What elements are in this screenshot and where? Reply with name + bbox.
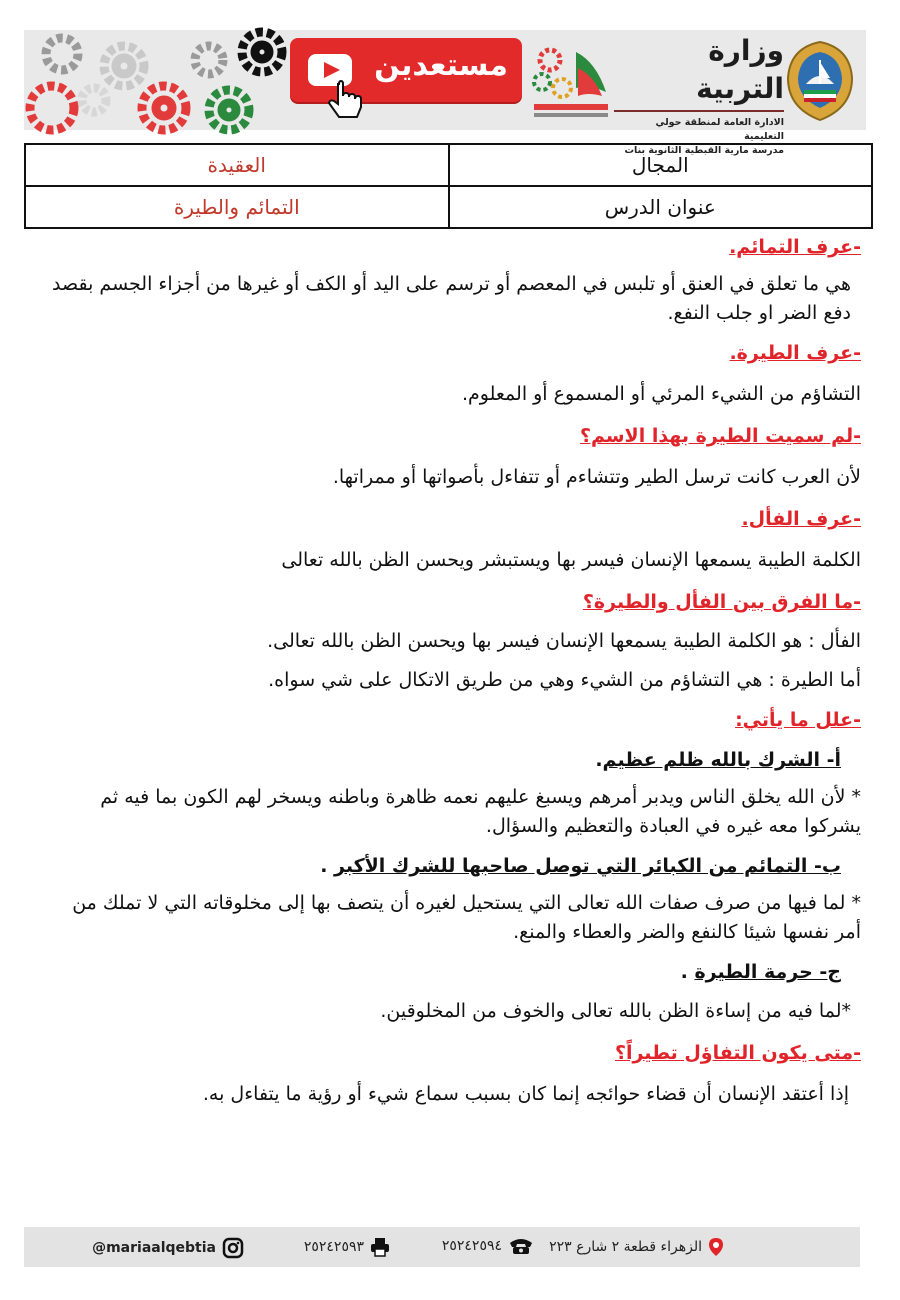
answer-text: الفأل : هو الكلمة الطيبة يسمعها الإنسان فيسر بها ويحسن الظن بالله تعالى. [267, 630, 861, 652]
footer-address [549, 1237, 724, 1257]
address-text: الزهراء قطعة ٢ شارع ٢٢٣ [549, 1239, 702, 1255]
footer-phone [442, 1237, 534, 1255]
question-heading: -ما الفرق بين الفأل والطيرة؟ [582, 591, 861, 613]
sub-question-title: أ- الشرك بالله ظلم عظيم [602, 749, 841, 771]
phone-number[interactable]: ٢٥٢٤٢٥٩٤ [441, 1238, 502, 1254]
ministry-title: وزارة التربية [696, 34, 784, 105]
question-heading: -لم سميت الطيرة بهذا الاسم؟ [579, 425, 861, 447]
field-label: المجال [449, 144, 873, 186]
table-row [25, 186, 872, 228]
question-heading: -علل ما يأتي: [735, 709, 861, 731]
ministry-header [614, 32, 784, 156]
question-heading: -عرف الفأل. [741, 508, 861, 530]
gears-decoration-icon [24, 30, 282, 130]
school-name: مدرسة مارية القبطية الثانوية بنات [624, 145, 784, 156]
ministry-divider [614, 110, 784, 112]
phone-icon [508, 1237, 534, 1255]
lesson-info-table [24, 143, 873, 229]
answer-text: إذا أعتقد الإنسان أن قضاء حوائجه إنما كان بسبب سماع شيء أو رؤية ما يتفاءل به. [202, 1083, 849, 1105]
sub-question [48, 851, 861, 881]
location-pin-icon [708, 1237, 724, 1257]
answer-text: التشاؤم من الشيء المرئي أو المسموع أو المعلوم. [461, 383, 861, 405]
district-name: الادارة العامة لمنطقة حولي التعليمية [655, 117, 784, 142]
instagram-handle[interactable]: @mariaalqebtia [92, 1240, 216, 1256]
lesson-title-value: التمائم والطيرة [25, 186, 449, 228]
question-heading: -متى يكون التفاؤل تطيراً؟ [614, 1042, 861, 1064]
sub-question-tail: . [595, 749, 603, 771]
youtube-label: مستعدين [374, 48, 508, 83]
table-row [25, 144, 872, 186]
sub-question-title: ب- التمائم من الكبائر التي توصل صاحبها للشرك الأكبر [334, 855, 841, 877]
sub-question [48, 957, 861, 987]
question-heading: -عرف التمائم. [729, 236, 861, 258]
sub-question-tail: . [320, 855, 335, 877]
fax-number[interactable]: ٢٥٢٤٢٥٩٣ [303, 1239, 364, 1255]
field-value: العقيدة [25, 144, 449, 186]
lesson-title-label: عنوان الدرس [449, 186, 873, 228]
question-heading: -عرف الطيرة. [729, 342, 861, 364]
sub-question [48, 745, 861, 775]
answer-text: الكلمة الطيبة يسمعها الإنسان فيسر بها ويستبشر ويحسن الظن بالله تعالى [281, 549, 861, 571]
lesson-content [48, 230, 861, 1109]
instagram-icon [222, 1237, 244, 1259]
sub-question-tail: . [680, 961, 695, 983]
answer-text: لأن العرب كانت ترسل الطير وتتشاءم أو تتفاءل بأصواتها أو ممراتها. [332, 466, 861, 488]
sub-question-title: ج- حرمة الطيرة [694, 961, 841, 983]
pointer-hand-icon [324, 80, 370, 126]
contact-footer [24, 1227, 860, 1267]
answer-text: * لأن الله يخلق الناس ويدبر أمرهم ويسبغ عليهم نعمه ظاهرة وباطنه ويسخر لهم الكون بما فيه ثم يشركوا معه غيره في العبادة والتعظيم والسؤال. [100, 786, 861, 837]
answer-text: *لما فيه من إساءة الظن بالله تعالى والخوف من المخلوقين. [380, 1000, 851, 1022]
fax-icon [370, 1237, 390, 1257]
answer-text: أما الطيرة : هي التشاؤم من الشيء وهي من طريق الاتكال على شي سواه. [268, 669, 861, 691]
kuwait-emblem-icon [784, 38, 856, 124]
answer-text: هي ما تعلق في العنق أو تلبس في المعصم أو ترسم على اليد أو الكف أو غيرها من أجزاء الجسم بقصد دفع الضر او جلب النفع. [52, 273, 851, 324]
school-logo-icon [528, 38, 614, 124]
header-banner [24, 30, 866, 156]
footer-fax [304, 1237, 390, 1257]
answer-text: * لما فيها من صرف صفات الله تعالى التي يستحيل لغيره أن يتصف بها إلى مخلوقاته التي لا تملك من أمر نفسها شيئا كالنفع والضر والعطاء والمنع. [72, 892, 861, 943]
footer-instagram[interactable] [92, 1237, 244, 1259]
